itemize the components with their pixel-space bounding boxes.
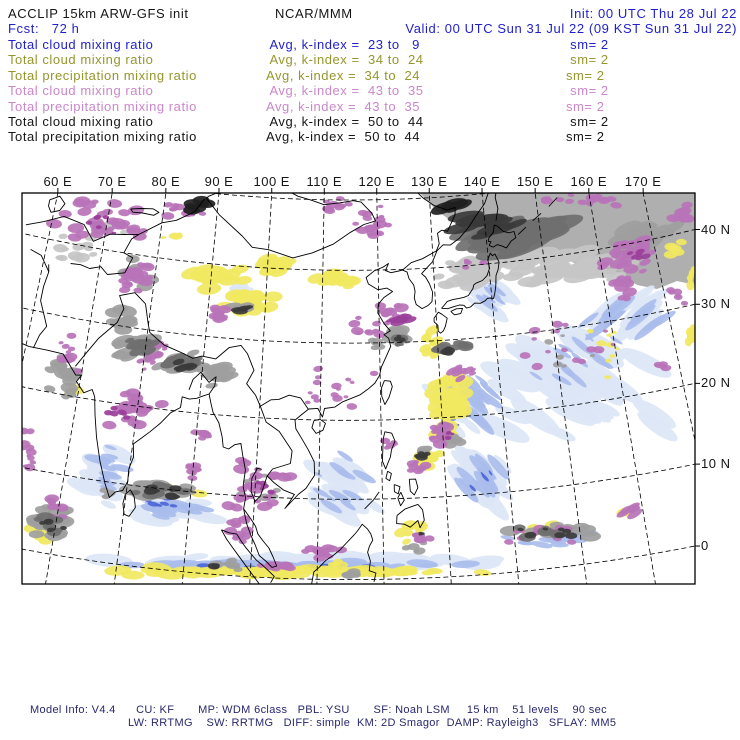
org-name: NCAR/MMM — [275, 6, 353, 21]
legend-smoothing: sm= 2 — [566, 129, 605, 145]
lon-axis-label: 80 E — [151, 174, 181, 189]
lon-axis-label: 130 E — [411, 174, 448, 189]
lon-axis-label: 140 E — [463, 174, 501, 189]
lat-axis-label: 20 N — [701, 375, 731, 391]
legend-smoothing: sm= 2 — [566, 114, 609, 129]
legend-smoothing: sm= 2 — [566, 67, 605, 83]
lon-axis-label: 110 E — [306, 174, 343, 189]
lat-axis-label: 10 N — [701, 455, 731, 471]
legend-kindex-stats: Avg, k-index = 50 to 44 — [266, 114, 424, 129]
valid-time: Valid: 00 UTC Sun 31 Jul 22 (09 KST Sun 31 Jul 22) — [405, 21, 737, 36]
legend-kindex-stats: Avg, k-index = 43 to 35 — [266, 98, 421, 114]
model-info-line1: Model Info: V4.4 CU: KF MP: WDM 6class PBL: YSU SF: Noah LSM 15 km 51 levels 90 sec — [30, 704, 607, 716]
model-info-footer — [0, 704, 740, 730]
legend-variable-label: Total cloud mixing ratio — [8, 37, 154, 52]
legend-smoothing: sm= 2 — [566, 83, 609, 99]
forecast-hour: Fcst: 72 h — [8, 21, 80, 36]
legend-variable-label: Total precipitation mixing ratio — [8, 98, 197, 114]
model-info-line2: LW: RRTMG SW: RRTMG DIFF: simple KM: 2D Smagor DAMP: Rayleigh3 SFLAY: MM5 — [128, 717, 617, 729]
model-title: ACCLIP 15km ARW-GFS init — [8, 6, 189, 21]
legend-variable-label: Total precipitation mixing ratio — [8, 129, 197, 145]
lon-axis-label: 160 E — [570, 174, 608, 189]
legend-smoothing: sm= 2 — [566, 98, 605, 114]
lat-axis-label: 30 N — [701, 296, 731, 312]
lon-axis-label: 90 E — [204, 174, 234, 189]
legend-kindex-stats: Avg, k-index = 34 to 24 — [266, 67, 421, 83]
lat-axis-label: 40 N — [701, 221, 731, 237]
legend-variable-label: Total precipitation mixing ratio — [8, 67, 197, 83]
lon-axis-label: 120 E — [358, 174, 395, 189]
legend-variable-label: Total cloud mixing ratio — [8, 114, 154, 129]
legend-kindex-stats: Avg, k-index = 23 to 9 — [266, 37, 420, 52]
lon-axis-label: 150 E — [516, 174, 554, 189]
legend-kindex-stats: Avg, k-index = 43 to 35 — [266, 83, 424, 99]
legend-variable-label: Total cloud mixing ratio — [8, 83, 154, 99]
legend-kindex-stats: Avg, k-index = 50 to 44 — [266, 129, 421, 145]
lat-axis-label: 0 — [701, 537, 709, 553]
lon-axis-label: 100 E — [253, 174, 290, 189]
map-panel — [22, 193, 695, 584]
lon-axis-label: 70 E — [97, 174, 127, 189]
legend-smoothing: sm= 2 — [566, 52, 609, 68]
legend-variable-label: Total cloud mixing ratio — [8, 52, 154, 68]
legend-smoothing: sm= 2 — [566, 37, 609, 52]
lon-axis-label: 60 E — [43, 174, 73, 189]
lon-axis-label: 170 E — [624, 174, 662, 189]
legend-kindex-stats: Avg, k-index = 34 to 24 — [266, 52, 424, 68]
map-canvas — [22, 193, 695, 584]
init-time: Init: 00 UTC Thu 28 Jul 22 — [569, 6, 737, 21]
